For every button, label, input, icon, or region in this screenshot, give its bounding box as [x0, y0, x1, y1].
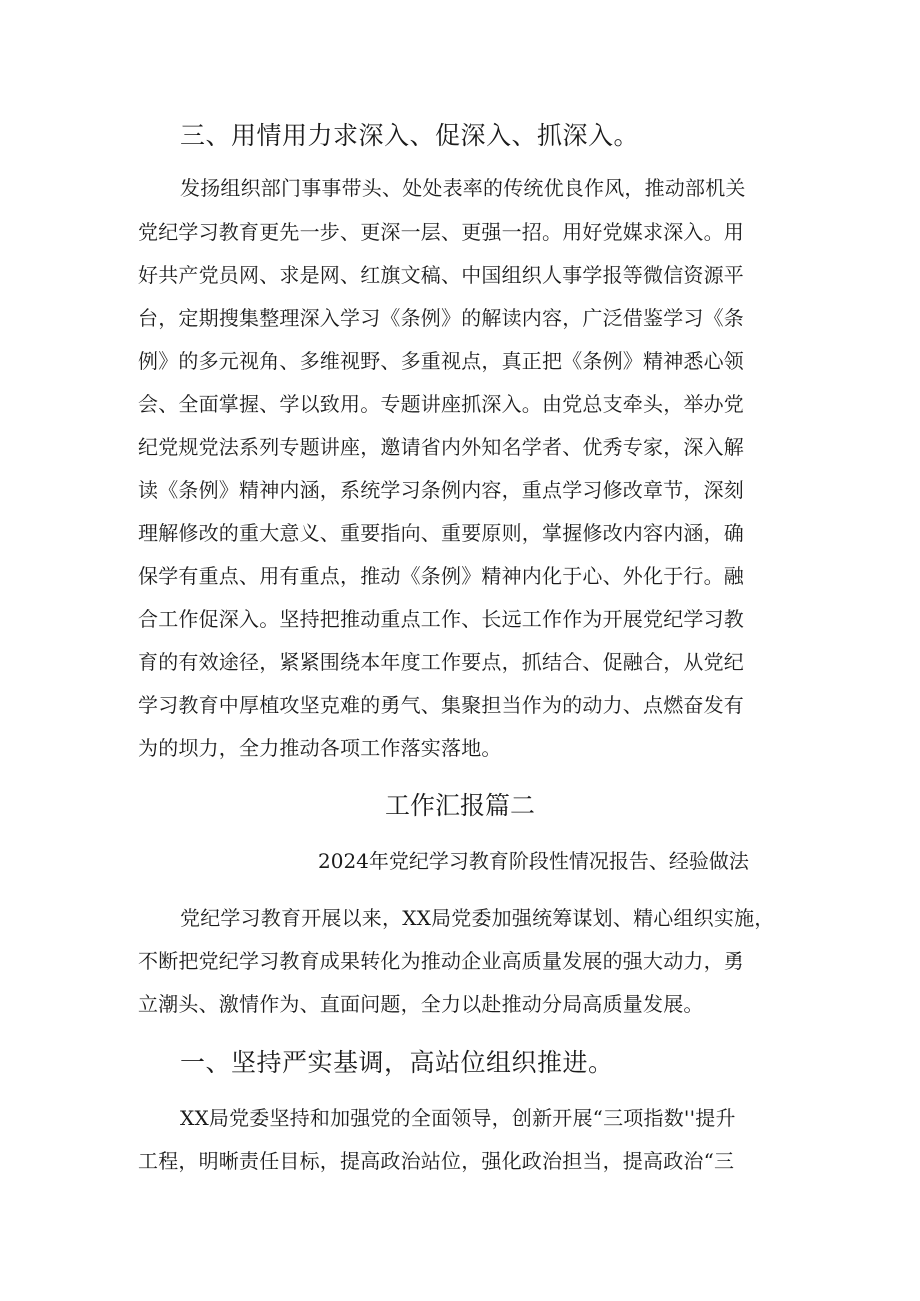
paragraph-line: 立潮头、激情作为、直面问题，全力以赴推动分局高质量发展。: [138, 992, 704, 1016]
paragraph-line: 党纪学习教育开展以来，XX局党委加强统筹谋划、精心组织实施，: [180, 906, 775, 930]
paragraph-line: 纪党规党法系列专题讲座，邀请省内外知名学者、优秀专家，深入解: [138, 435, 744, 459]
paragraph-line: 好共产党员网、求是网、红旗文稿、中国组织人事学报等微信资源平: [138, 263, 744, 287]
paragraph-line: 发扬组织部门事事带头、处处表率的传统优良作风，推动部机关: [180, 176, 746, 200]
paragraph-line: 育的有效途径，紧紧围绕本年度工作要点，抓结合、促融合，从党纪: [138, 650, 744, 674]
paragraph-line: 台，定期搜集整理深入学习《条例》的解读内容，广泛借鉴学习《条: [138, 306, 744, 330]
paragraph-line: 学习教育中厚植攻坚克难的勇气、集聚担当作为的动力、点燃奋发有: [138, 693, 744, 717]
paragraph-line: 合工作促深入。坚持把推动重点工作、长远工作作为开展党纪学习教: [138, 607, 744, 631]
report-title: 工作汇报篇二: [384, 791, 535, 820]
paragraph-line: 理解修改的重大意义、重要指向、重要原则，掌握修改内容内涵，确: [138, 521, 744, 545]
paragraph-line: 为的坝力，全力推动各项工作落实落地。: [138, 736, 502, 760]
paragraph-line: 工程，明晰责任目标，提高政治站位，强化政治担当，提高政治“三: [138, 1149, 735, 1173]
paragraph-line: 例》的多元视角、多维视野、多重视点，真正把《条例》精神悉心领: [138, 349, 744, 373]
paragraph-line: 保学有重点、用有重点，推动《条例》精神内化于心、外化于行。融: [138, 564, 744, 588]
paragraph-line: 不断把党纪学习教育成果转化为推动企业高质量发展的强大动力，勇: [138, 949, 744, 973]
section-heading-1: 一、坚持严实基调，高站位组织推进。: [180, 1048, 614, 1077]
paragraph-line: 会、全面掌握、学以致用。专题讲座抓深入。由党总支牵头，举办党: [138, 392, 744, 416]
paragraph-line: 读《条例》精神内涵，系统学习条例内容，重点学习修改章节，深刻: [138, 478, 744, 502]
report-subtitle: 2024年党纪学习教育阶段性情况报告、经验做法: [318, 849, 749, 873]
section-heading-3: 三、用情用力求深入、促深入、抓深入。: [180, 121, 640, 150]
paragraph-line: 党纪学习教育更先一步、更深一层、更强一招。用好党媒求深入。用: [138, 220, 744, 244]
paragraph-line: XX局党委坚持和加强党的全面领导，创新开展“三项指数''提升: [180, 1106, 736, 1130]
